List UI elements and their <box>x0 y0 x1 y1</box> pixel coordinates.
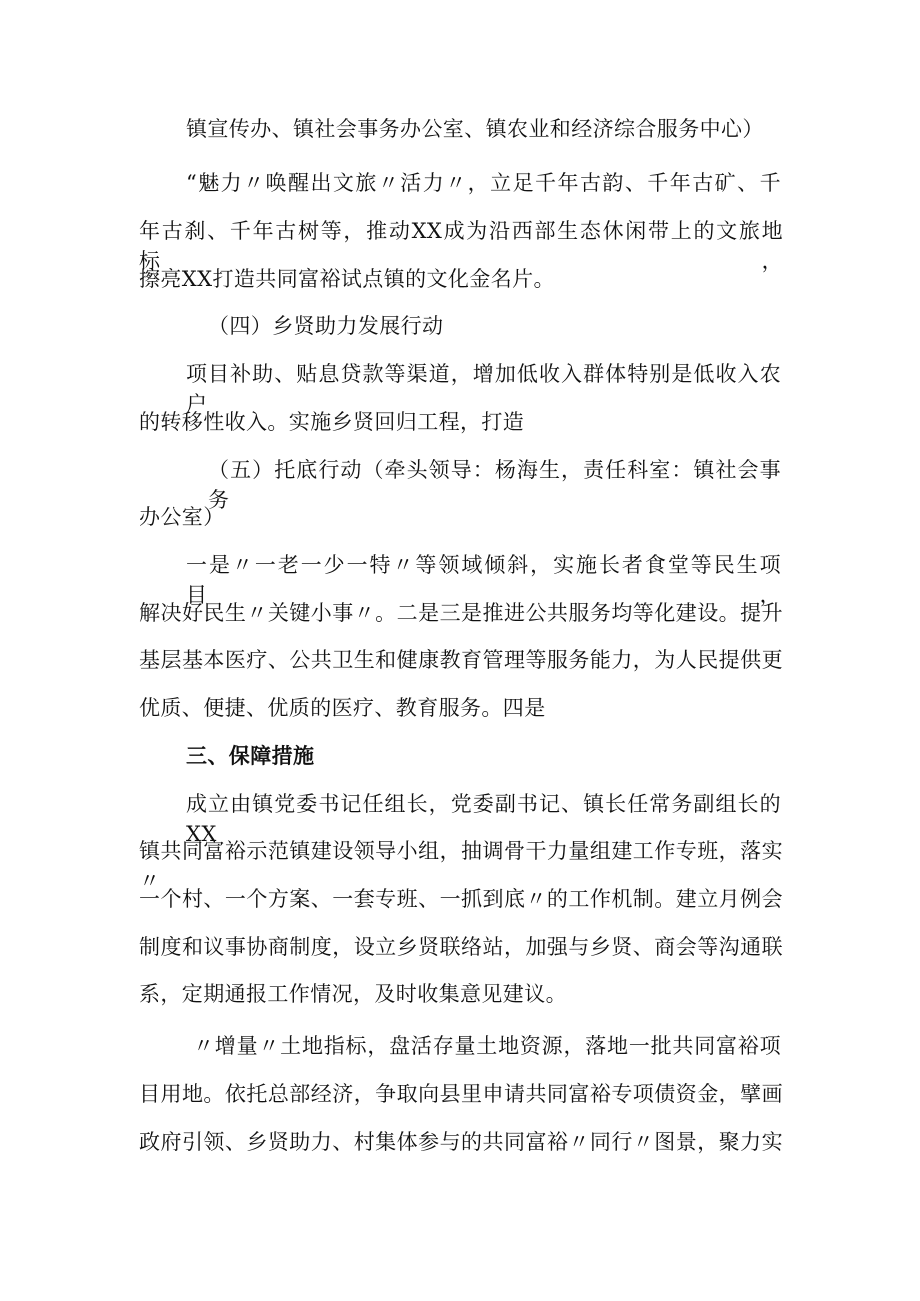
text-line-4: 擦亮XX打造共同富裕试点镇的文化金名片。 <box>139 267 555 291</box>
text-line-19: 系，定期通报工作情况，及时收集意见建议。 <box>139 982 567 1006</box>
text-line-16: 镇共同富裕示范镇建设领导小组，抽调骨干力量组建工作专班，落实〃 <box>139 839 783 893</box>
text-line-7: 的转移性收入。实施乡贤回归工程，打造 <box>139 410 525 434</box>
text-line-10: 一是〃一老一少一特〃等领域倾斜，实施长者食堂等民生项目， <box>186 553 781 607</box>
text-line-9: 办公室） <box>139 505 225 529</box>
subheading-four: （四）乡贤助力发展行动 <box>208 314 444 338</box>
text-line-2: “魅力〃唤醒出文旅〃活力〃，立足千年古韵、千年古矿、千 <box>186 171 781 195</box>
text-line-15: 成立由镇党委书记任组长，党委副书记、镇长任常务副组长的XX <box>186 792 781 846</box>
text-line-6: 项目补助、贴息贷款等渠道，增加低收入群体特别是低收入农户 <box>186 362 781 416</box>
subheading-five: （五）托底行动（牵头领导：杨海生，责任科室：镇社会事务 <box>208 458 781 512</box>
text-line-3: 年古刹、千年古树等，推动XX成为沿西部生态休闲带上的文旅地标， <box>139 219 783 273</box>
text-line-20: 〃增量〃土地指标，盘活存量土地资源，落地一批共同富裕项 <box>193 1034 781 1058</box>
text-line-21: 目用地。依托总部经济，争取向县里申请共同富裕专项债资金，擘画 <box>139 1082 783 1106</box>
text-line-17: 一个村、一个方案、一套专班、一抓到底〃的工作机制。建立月例会 <box>139 887 783 911</box>
text-line-11: 解决好民生〃关键小事〃。二是三是推进公共服务均等化建设。提升 <box>139 601 783 625</box>
text-line-1: 镇宣传办、镇社会事务办公室、镇农业和经济综合服务中心） <box>186 117 764 141</box>
text-line-12: 基层基本医疗、公共卫生和健康教育管理等服务能力，为人民提供更 <box>139 648 783 672</box>
text-line-18: 制度和议事协商制度，设立乡贤联络站，加强与乡贤、商会等沟通联 <box>139 935 783 959</box>
text-line-22: 政府引领、乡贤助力、村集体参与的共同富裕〃同行〃图景，聚力实 <box>139 1130 783 1154</box>
text-line-13: 优质、便捷、优质的医疗、教育服务。四是 <box>139 696 546 720</box>
section-heading: 三、保障措施 <box>186 744 315 768</box>
